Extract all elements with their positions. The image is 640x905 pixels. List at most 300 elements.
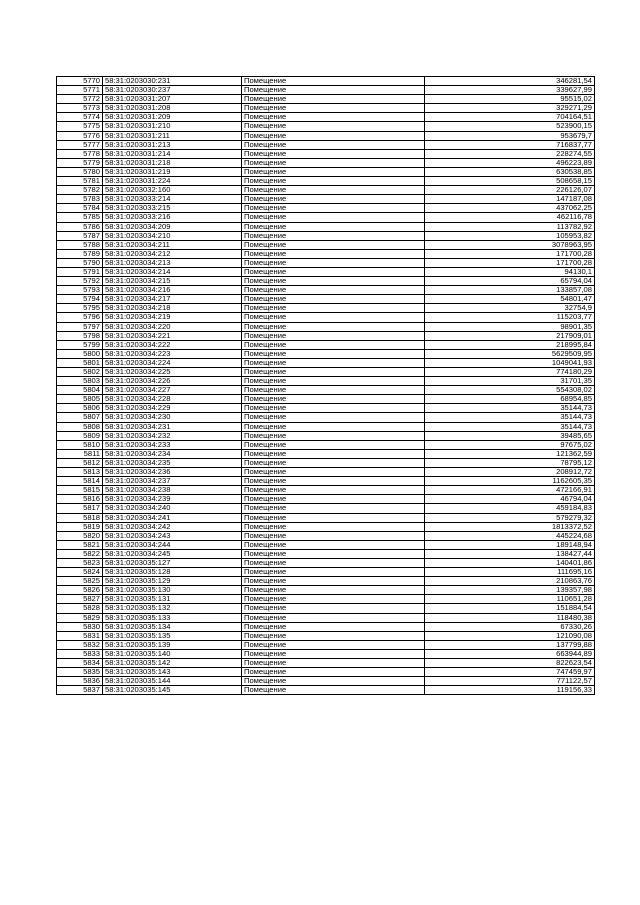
cadastral-value-cell: 579279,32 — [425, 513, 595, 522]
row-number-cell: 5830 — [57, 622, 103, 631]
cadastral-number-cell: 58:31:0203035:128 — [103, 568, 242, 577]
table-row — [57, 231, 595, 240]
object-type-cell: Помещение — [242, 240, 425, 249]
row-number-cell: 5818 — [57, 513, 103, 522]
cadastral-number-cell: 58:31:0203034:210 — [103, 231, 242, 240]
object-type-cell: Помещение — [242, 577, 425, 586]
cadastral-number-cell: 58:31:0203034:213 — [103, 258, 242, 267]
object-type-cell: Помещение — [242, 613, 425, 622]
cadastral-value-cell: 147187,08 — [425, 195, 595, 204]
object-type-cell: Помещение — [242, 186, 425, 195]
table-row — [57, 458, 595, 467]
table-row — [57, 395, 595, 404]
row-number-cell: 5795 — [57, 304, 103, 313]
table-row — [57, 167, 595, 176]
cadastral-value-cell: 138427,44 — [425, 549, 595, 558]
cadastral-number-cell: 58:31:0203031:219 — [103, 167, 242, 176]
table-row — [57, 222, 595, 231]
table-row — [57, 304, 595, 313]
row-number-cell: 5833 — [57, 649, 103, 658]
row-number-cell: 5814 — [57, 477, 103, 486]
table-row — [57, 540, 595, 549]
cadastral-value-cell: 496223,89 — [425, 158, 595, 167]
row-number-cell: 5798 — [57, 331, 103, 340]
row-number-cell: 5774 — [57, 113, 103, 122]
row-number-cell: 5816 — [57, 495, 103, 504]
cadastral-value-cell: 121362,59 — [425, 449, 595, 458]
table-row — [57, 495, 595, 504]
row-number-cell: 5788 — [57, 240, 103, 249]
row-number-cell: 5825 — [57, 577, 103, 586]
table-row — [57, 358, 595, 367]
object-type-cell: Помещение — [242, 404, 425, 413]
table-row — [57, 558, 595, 567]
cadastral-number-cell: 58:31:0203034:239 — [103, 495, 242, 504]
cadastral-value-cell: 459184,83 — [425, 504, 595, 513]
table-row — [57, 295, 595, 304]
cadastral-number-cell: 58:31:0203034:219 — [103, 313, 242, 322]
row-number-cell: 5813 — [57, 468, 103, 477]
cadastral-number-cell: 58:31:0203035:132 — [103, 604, 242, 613]
cadastral-number-cell: 58:31:0203034:241 — [103, 513, 242, 522]
object-type-cell: Помещение — [242, 322, 425, 331]
cadastral-value-cell: 716837,77 — [425, 140, 595, 149]
row-number-cell: 5820 — [57, 531, 103, 540]
row-number-cell: 5791 — [57, 267, 103, 276]
table-row — [57, 140, 595, 149]
cadastral-value-cell: 31701,35 — [425, 377, 595, 386]
object-type-cell: Помещение — [242, 686, 425, 695]
cadastral-number-cell: 58:31:0203034:216 — [103, 286, 242, 295]
table-row — [57, 258, 595, 267]
table-row — [57, 104, 595, 113]
table-row — [57, 622, 595, 631]
row-number-cell: 5809 — [57, 431, 103, 440]
cadastral-number-cell: 58:31:0203035:129 — [103, 577, 242, 586]
cadastral-value-cell: 65794,04 — [425, 277, 595, 286]
cadastral-value-cell: 140401,86 — [425, 558, 595, 567]
cadastral-number-cell: 58:31:0203034:233 — [103, 440, 242, 449]
row-number-cell: 5806 — [57, 404, 103, 413]
row-number-cell: 5821 — [57, 540, 103, 549]
object-type-cell: Помещение — [242, 413, 425, 422]
row-number-cell: 5803 — [57, 377, 103, 386]
table-row — [57, 195, 595, 204]
cadastral-number-cell: 58:31:0203034:214 — [103, 267, 242, 276]
cadastral-number-cell: 58:31:0203031:218 — [103, 158, 242, 167]
object-type-cell: Помещение — [242, 231, 425, 240]
table-row — [57, 568, 595, 577]
row-number-cell: 5776 — [57, 131, 103, 140]
cadastral-number-cell: 58:31:0203034:243 — [103, 531, 242, 540]
cadastral-value-cell: 139357,98 — [425, 586, 595, 595]
cadastral-number-cell: 58:31:0203033:214 — [103, 195, 242, 204]
row-number-cell: 5828 — [57, 604, 103, 613]
table-row — [57, 86, 595, 95]
cadastral-value-cell: 97675,02 — [425, 440, 595, 449]
cadastral-value-cell: 445224,68 — [425, 531, 595, 540]
table-row — [57, 77, 595, 86]
cadastral-number-cell: 58:31:0203033:215 — [103, 204, 242, 213]
cadastral-value-cell: 217909,01 — [425, 331, 595, 340]
table-row — [57, 377, 595, 386]
cadastral-value-cell: 771122,57 — [425, 677, 595, 686]
object-type-cell: Помещение — [242, 622, 425, 631]
cadastral-number-cell: 58:31:0203030:237 — [103, 86, 242, 95]
table-row — [57, 440, 595, 449]
object-type-cell: Помещение — [242, 477, 425, 486]
table-row — [57, 513, 595, 522]
row-number-cell: 5832 — [57, 640, 103, 649]
cadastral-value-cell: 35144,73 — [425, 404, 595, 413]
object-type-cell: Помещение — [242, 86, 425, 95]
row-number-cell: 5785 — [57, 213, 103, 222]
object-type-cell: Помещение — [242, 131, 425, 140]
row-number-cell: 5801 — [57, 358, 103, 367]
row-number-cell: 5787 — [57, 231, 103, 240]
object-type-cell: Помещение — [242, 449, 425, 458]
cadastral-number-cell: 58:31:0203034:237 — [103, 477, 242, 486]
table-row — [57, 213, 595, 222]
cadastral-value-cell: 472166,91 — [425, 486, 595, 495]
table-row — [57, 204, 595, 213]
object-type-cell: Помещение — [242, 158, 425, 167]
table-row — [57, 149, 595, 158]
row-number-cell: 5783 — [57, 195, 103, 204]
cadastral-value-cell: 78795,12 — [425, 458, 595, 467]
cadastral-number-cell: 58:31:0203034:245 — [103, 549, 242, 558]
cadastral-number-cell: 58:31:0203034:223 — [103, 349, 242, 358]
table-row — [57, 668, 595, 677]
cadastral-value-cell: 94130,1 — [425, 267, 595, 276]
table-row — [57, 186, 595, 195]
row-number-cell: 5789 — [57, 249, 103, 258]
cadastral-value-cell: 171700,28 — [425, 258, 595, 267]
row-number-cell: 5808 — [57, 422, 103, 431]
cadastral-number-cell: 58:31:0203035:131 — [103, 595, 242, 604]
row-number-cell: 5794 — [57, 295, 103, 304]
table-row — [57, 422, 595, 431]
table-row — [57, 349, 595, 358]
row-number-cell: 5772 — [57, 95, 103, 104]
cadastral-number-cell: 58:31:0203031:210 — [103, 122, 242, 131]
row-number-cell: 5802 — [57, 368, 103, 377]
cadastral-number-cell: 58:31:0203034:232 — [103, 431, 242, 440]
row-number-cell: 5781 — [57, 177, 103, 186]
table-body — [57, 77, 595, 695]
cadastral-value-table — [56, 76, 595, 695]
cadastral-value-cell: 111695,16 — [425, 568, 595, 577]
row-number-cell: 5824 — [57, 568, 103, 577]
table-row — [57, 322, 595, 331]
table-row — [57, 613, 595, 622]
object-type-cell: Помещение — [242, 277, 425, 286]
table-row — [57, 386, 595, 395]
cadastral-value-cell: 118480,38 — [425, 613, 595, 622]
cadastral-number-cell: 58:31:0203031:224 — [103, 177, 242, 186]
cadastral-value-cell: 630538,85 — [425, 167, 595, 176]
object-type-cell: Помещение — [242, 331, 425, 340]
table-row — [57, 404, 595, 413]
object-type-cell: Помещение — [242, 204, 425, 213]
row-number-cell: 5807 — [57, 413, 103, 422]
object-type-cell: Помещение — [242, 677, 425, 686]
cadastral-value-cell: 137799,88 — [425, 640, 595, 649]
table-row — [57, 340, 595, 349]
row-number-cell: 5805 — [57, 395, 103, 404]
cadastral-value-cell: 46794,04 — [425, 495, 595, 504]
table-row — [57, 113, 595, 122]
cadastral-value-cell: 822623,54 — [425, 659, 595, 668]
cadastral-value-cell: 437062,25 — [425, 204, 595, 213]
table-row — [57, 649, 595, 658]
cadastral-value-cell: 747459,97 — [425, 668, 595, 677]
cadastral-value-cell: 226126,07 — [425, 186, 595, 195]
cadastral-number-cell: 58:31:0203035:142 — [103, 659, 242, 668]
object-type-cell: Помещение — [242, 167, 425, 176]
cadastral-value-cell: 189148,94 — [425, 540, 595, 549]
table-row — [57, 267, 595, 276]
object-type-cell: Помещение — [242, 340, 425, 349]
row-number-cell: 5778 — [57, 149, 103, 158]
object-type-cell: Помещение — [242, 540, 425, 549]
cadastral-value-cell: 1162605,35 — [425, 477, 595, 486]
object-type-cell: Помещение — [242, 586, 425, 595]
cadastral-number-cell: 58:31:0203035:144 — [103, 677, 242, 686]
row-number-cell: 5831 — [57, 631, 103, 640]
row-number-cell: 5822 — [57, 549, 103, 558]
table-row — [57, 677, 595, 686]
cadastral-number-cell: 58:31:0203031:207 — [103, 95, 242, 104]
row-number-cell: 5786 — [57, 222, 103, 231]
cadastral-number-cell: 58:31:0203034:228 — [103, 395, 242, 404]
object-type-cell: Помещение — [242, 222, 425, 231]
cadastral-value-cell: 329271,29 — [425, 104, 595, 113]
object-type-cell: Помещение — [242, 422, 425, 431]
object-type-cell: Помещение — [242, 604, 425, 613]
table-row — [57, 586, 595, 595]
row-number-cell: 5784 — [57, 204, 103, 213]
cadastral-value-cell: 98901,35 — [425, 322, 595, 331]
row-number-cell: 5817 — [57, 504, 103, 513]
row-number-cell: 5829 — [57, 613, 103, 622]
row-number-cell: 5835 — [57, 668, 103, 677]
object-type-cell: Помещение — [242, 549, 425, 558]
object-type-cell: Помещение — [242, 140, 425, 149]
table-row — [57, 431, 595, 440]
table-row — [57, 577, 595, 586]
table-row — [57, 640, 595, 649]
row-number-cell: 5790 — [57, 258, 103, 267]
cadastral-value-cell: 110651,28 — [425, 595, 595, 604]
table-row — [57, 468, 595, 477]
table-row — [57, 686, 595, 695]
cadastral-number-cell: 58:31:0203034:230 — [103, 413, 242, 422]
cadastral-number-cell: 58:31:0203034:224 — [103, 358, 242, 367]
cadastral-number-cell: 58:31:0203034:209 — [103, 222, 242, 231]
cadastral-number-cell: 58:31:0203035:133 — [103, 613, 242, 622]
object-type-cell: Помещение — [242, 304, 425, 313]
object-type-cell: Помещение — [242, 104, 425, 113]
row-number-cell: 5797 — [57, 322, 103, 331]
cadastral-value-cell: 210863,76 — [425, 577, 595, 586]
row-number-cell: 5812 — [57, 458, 103, 467]
object-type-cell: Помещение — [242, 486, 425, 495]
row-number-cell: 5826 — [57, 586, 103, 595]
cadastral-number-cell: 58:31:0203034:238 — [103, 486, 242, 495]
object-type-cell: Помещение — [242, 468, 425, 477]
cadastral-value-cell: 3078963,95 — [425, 240, 595, 249]
cadastral-number-cell: 58:31:0203034:226 — [103, 377, 242, 386]
cadastral-number-cell: 58:31:0203035:143 — [103, 668, 242, 677]
cadastral-number-cell: 58:31:0203034:211 — [103, 240, 242, 249]
object-type-cell: Помещение — [242, 522, 425, 531]
object-type-cell: Помещение — [242, 504, 425, 513]
cadastral-number-cell: 58:31:0203034:220 — [103, 322, 242, 331]
cadastral-value-cell: 119156,33 — [425, 686, 595, 695]
row-number-cell: 5771 — [57, 86, 103, 95]
table-row — [57, 595, 595, 604]
object-type-cell: Помещение — [242, 313, 425, 322]
row-number-cell: 5799 — [57, 340, 103, 349]
cadastral-number-cell: 58:31:0203034:242 — [103, 522, 242, 531]
cadastral-value-cell: 774180,29 — [425, 368, 595, 377]
cadastral-value-cell: 171700,28 — [425, 249, 595, 258]
row-number-cell: 5782 — [57, 186, 103, 195]
object-type-cell: Помещение — [242, 531, 425, 540]
cadastral-number-cell: 58:31:0203032:160 — [103, 186, 242, 195]
cadastral-value-cell: 32754,9 — [425, 304, 595, 313]
row-number-cell: 5800 — [57, 349, 103, 358]
object-type-cell: Помещение — [242, 386, 425, 395]
cadastral-value-cell: 953679,7 — [425, 131, 595, 140]
cadastral-value-cell: 54801,47 — [425, 295, 595, 304]
cadastral-value-cell: 228274,55 — [425, 149, 595, 158]
cadastral-number-cell: 58:31:0203035:135 — [103, 631, 242, 640]
cadastral-number-cell: 58:31:0203034:225 — [103, 368, 242, 377]
cadastral-number-cell: 58:31:0203034:234 — [103, 449, 242, 458]
row-number-cell: 5827 — [57, 595, 103, 604]
row-number-cell: 5819 — [57, 522, 103, 531]
row-number-cell: 5779 — [57, 158, 103, 167]
table-row — [57, 604, 595, 613]
object-type-cell: Помещение — [242, 377, 425, 386]
table-row — [57, 95, 595, 104]
object-type-cell: Помещение — [242, 149, 425, 158]
object-type-cell: Помещение — [242, 595, 425, 604]
object-type-cell: Помещение — [242, 640, 425, 649]
cadastral-value-cell: 1813372,52 — [425, 522, 595, 531]
row-number-cell: 5777 — [57, 140, 103, 149]
table-row — [57, 277, 595, 286]
object-type-cell: Помещение — [242, 349, 425, 358]
table-row — [57, 413, 595, 422]
cadastral-number-cell: 58:31:0203031:211 — [103, 131, 242, 140]
object-type-cell: Помещение — [242, 395, 425, 404]
cadastral-number-cell: 58:31:0203031:213 — [103, 140, 242, 149]
table-row — [57, 249, 595, 258]
object-type-cell: Помещение — [242, 631, 425, 640]
cadastral-number-cell: 58:31:0203034:236 — [103, 468, 242, 477]
cadastral-value-cell: 523900,15 — [425, 122, 595, 131]
cadastral-value-cell: 339627,99 — [425, 86, 595, 95]
cadastral-number-cell: 58:31:0203034:227 — [103, 386, 242, 395]
object-type-cell: Помещение — [242, 286, 425, 295]
cadastral-number-cell: 58:31:0203035:130 — [103, 586, 242, 595]
object-type-cell: Помещение — [242, 568, 425, 577]
cadastral-value-cell: 35144,73 — [425, 422, 595, 431]
table-row — [57, 240, 595, 249]
object-type-cell: Помещение — [242, 249, 425, 258]
cadastral-number-cell: 58:31:0203034:212 — [103, 249, 242, 258]
cadastral-value-cell: 554308,02 — [425, 386, 595, 395]
table-row — [57, 313, 595, 322]
table-row — [57, 177, 595, 186]
cadastral-value-cell: 346281,54 — [425, 77, 595, 86]
cadastral-value-cell: 35144,73 — [425, 413, 595, 422]
table-row — [57, 286, 595, 295]
object-type-cell: Помещение — [242, 431, 425, 440]
cadastral-value-cell: 462116,78 — [425, 213, 595, 222]
object-type-cell: Помещение — [242, 558, 425, 567]
row-number-cell: 5773 — [57, 104, 103, 113]
cadastral-value-cell: 105953,82 — [425, 231, 595, 240]
cadastral-value-cell: 121090,08 — [425, 631, 595, 640]
cadastral-number-cell: 58:31:0203034:240 — [103, 504, 242, 513]
object-type-cell: Помещение — [242, 295, 425, 304]
row-number-cell: 5837 — [57, 686, 103, 695]
cadastral-number-cell: 58:31:0203034:217 — [103, 295, 242, 304]
cadastral-value-cell: 39485,65 — [425, 431, 595, 440]
object-type-cell: Помещение — [242, 122, 425, 131]
row-number-cell: 5796 — [57, 313, 103, 322]
cadastral-value-cell: 704164,51 — [425, 113, 595, 122]
object-type-cell: Помещение — [242, 358, 425, 367]
object-type-cell: Помещение — [242, 213, 425, 222]
cadastral-number-cell: 58:31:0203035:145 — [103, 686, 242, 695]
cadastral-number-cell: 58:31:0203034:231 — [103, 422, 242, 431]
cadastral-number-cell: 58:31:0203034:229 — [103, 404, 242, 413]
row-number-cell: 5804 — [57, 386, 103, 395]
cadastral-value-cell: 151884,54 — [425, 604, 595, 613]
object-type-cell: Помещение — [242, 495, 425, 504]
row-number-cell: 5836 — [57, 677, 103, 686]
cadastral-number-cell: 58:31:0203033:216 — [103, 213, 242, 222]
cadastral-number-cell: 58:31:0203031:208 — [103, 104, 242, 113]
object-type-cell: Помещение — [242, 113, 425, 122]
object-type-cell: Помещение — [242, 195, 425, 204]
table-row — [57, 449, 595, 458]
row-number-cell: 5834 — [57, 659, 103, 668]
cadastral-value-cell: 67330,26 — [425, 622, 595, 631]
cadastral-number-cell: 58:31:0203035:127 — [103, 558, 242, 567]
row-number-cell: 5823 — [57, 558, 103, 567]
cadastral-number-cell: 58:31:0203031:214 — [103, 149, 242, 158]
cadastral-number-cell: 58:31:0203034:215 — [103, 277, 242, 286]
row-number-cell: 5792 — [57, 277, 103, 286]
object-type-cell: Помещение — [242, 95, 425, 104]
object-type-cell: Помещение — [242, 267, 425, 276]
table-row — [57, 158, 595, 167]
cadastral-value-cell: 218995,84 — [425, 340, 595, 349]
cadastral-number-cell: 58:31:0203031:209 — [103, 113, 242, 122]
cadastral-number-cell: 58:31:0203035:134 — [103, 622, 242, 631]
table-row — [57, 477, 595, 486]
cadastral-value-cell: 115203,77 — [425, 313, 595, 322]
row-number-cell: 5780 — [57, 167, 103, 176]
table-row — [57, 659, 595, 668]
table-row — [57, 122, 595, 131]
